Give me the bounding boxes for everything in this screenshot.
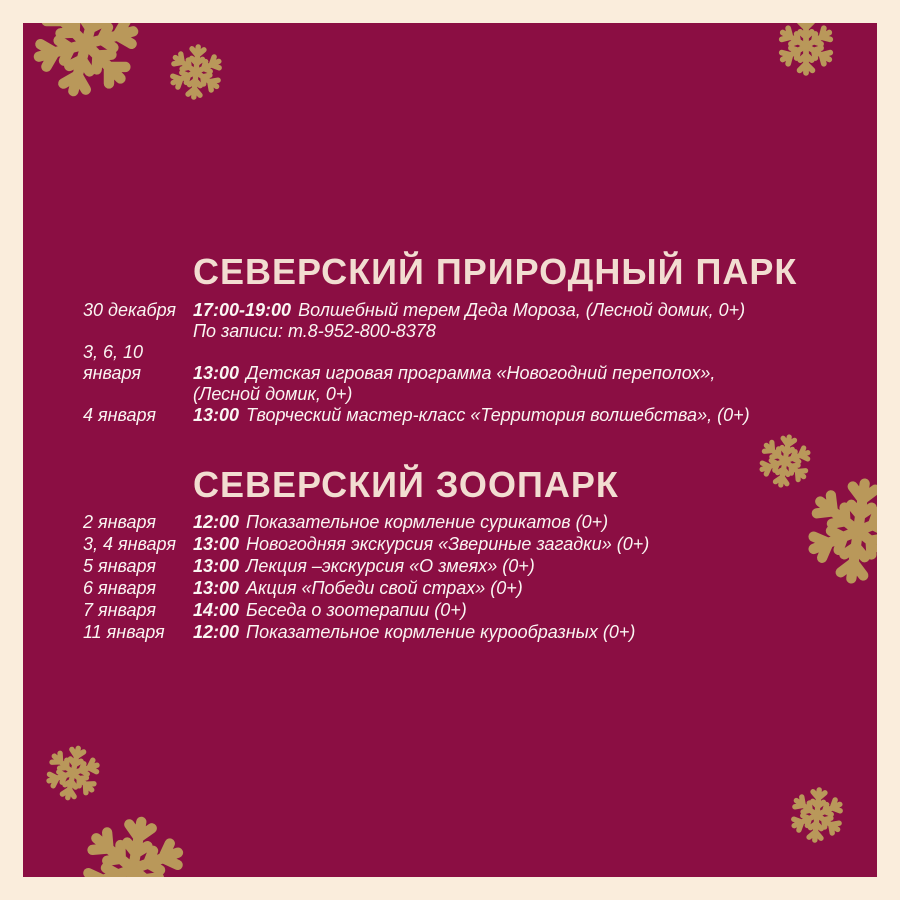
event-text: Детская игровая программа «Новогодний переполох»,	[246, 363, 716, 383]
event-date	[83, 321, 193, 342]
event-entry	[193, 511, 857, 533]
schedule-row	[83, 511, 857, 533]
event-date: 30 декабря	[83, 300, 177, 320]
event-entry	[193, 363, 857, 384]
schedule-row	[83, 533, 857, 555]
schedule-row	[83, 342, 857, 363]
event-text: По записи: т.8-952-800-8378	[193, 321, 436, 341]
event-date	[83, 384, 193, 405]
schedule-row	[83, 555, 857, 577]
event-text: Лекция –экскурсия «О змеях» (0+)	[246, 556, 535, 576]
event-text: Творческий мастер-класс «Территория волшебства», (0+)	[246, 405, 750, 425]
section-title-zoo: СЕВЕРСКИЙ ЗООПАРК	[193, 464, 619, 505]
event-date: 5 января	[83, 556, 156, 576]
event-text: Показательное кормление курообразных (0+)	[246, 622, 636, 642]
schedule-row	[83, 321, 857, 342]
schedule-row	[83, 405, 857, 426]
event-text: (Лесной домик, 0+)	[193, 384, 353, 404]
event-date: 6 января	[83, 578, 156, 598]
event-date: 4 января	[83, 405, 156, 425]
event-entry	[193, 621, 857, 643]
event-entry	[193, 300, 857, 321]
event-text: Показательное кормление сурикатов (0+)	[246, 512, 609, 532]
event-entry	[193, 405, 857, 426]
event-date: 3, 6, 10	[83, 342, 144, 362]
event-time: 14:00	[193, 600, 240, 620]
event-date: 2 января	[83, 512, 156, 532]
event-entry	[193, 577, 857, 599]
snowflake-icon	[784, 782, 849, 847]
event-text: Новогодняя экскурсия «Звериные загадки» (0+)	[246, 534, 650, 554]
zoo-schedule	[83, 511, 857, 643]
snowflake-icon	[751, 427, 818, 494]
event-date: 3, 4 января	[83, 534, 176, 554]
event-text: Волшебный терем Деда Мороза, (Лесной домик, 0+)	[298, 300, 746, 320]
event-time: 13:00	[193, 556, 240, 576]
event-time: 13:00	[193, 578, 240, 598]
event-date: января	[83, 363, 141, 383]
section-title-nature-park: СЕВЕРСКИЙ ПРИРОДНЫЙ ПАРК	[193, 251, 798, 292]
event-time: 13:00	[193, 534, 240, 554]
event-entry	[193, 533, 857, 555]
event-time: 17:00-19:00	[193, 300, 292, 320]
schedule-row	[83, 599, 857, 621]
poster-card	[23, 23, 877, 877]
snowflake-icon	[23, 23, 157, 115]
nature-park-schedule	[83, 300, 857, 426]
event-entry	[193, 342, 857, 363]
snowflake-icon	[163, 39, 228, 104]
event-entry	[193, 321, 857, 342]
snowflake-icon	[37, 737, 108, 808]
snowflake-icon	[774, 23, 838, 78]
event-date: 7 января	[83, 600, 156, 620]
event-entry	[193, 599, 857, 621]
schedule-row	[83, 363, 857, 384]
event-entry	[193, 384, 857, 405]
schedule-row	[83, 300, 857, 321]
event-time: 13:00	[193, 405, 240, 425]
schedule-row	[83, 577, 857, 599]
snowflake-icon	[67, 803, 199, 877]
schedule-row	[83, 384, 857, 405]
event-time: 12:00	[193, 622, 240, 642]
event-entry	[193, 555, 857, 577]
event-text: Беседа о зоотерапии (0+)	[246, 600, 467, 620]
event-date: 11 января	[83, 622, 165, 642]
event-text: Акция «Победи свой страх» (0+)	[246, 578, 523, 598]
event-time: 13:00	[193, 363, 240, 383]
event-time: 12:00	[193, 512, 240, 532]
schedule-row	[83, 621, 857, 643]
